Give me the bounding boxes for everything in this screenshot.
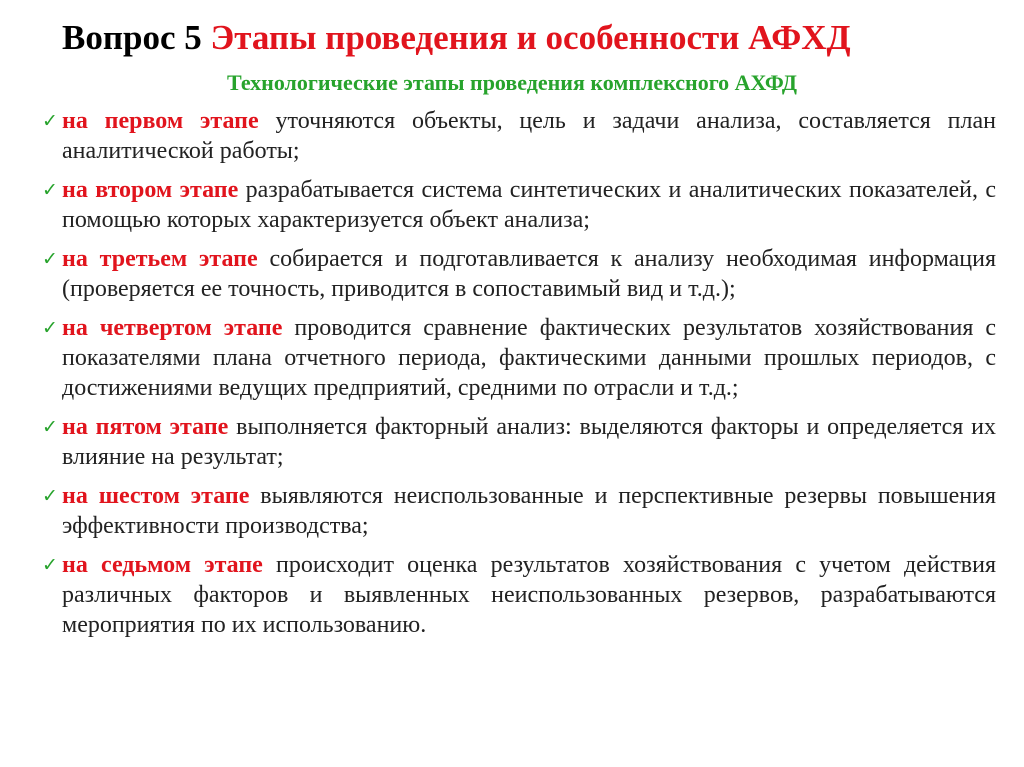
page-title bbox=[62, 18, 851, 58]
stage-label: на втором этапе bbox=[62, 177, 239, 203]
stage-item-2 bbox=[40, 175, 996, 235]
stage-label: на первом этапе bbox=[62, 108, 259, 134]
check-icon: ✓ bbox=[42, 179, 58, 201]
stage-text: выполняется факторный анализ: выделяются факторы и определяется их влияние на результат; bbox=[62, 414, 997, 470]
stages-list bbox=[40, 106, 996, 649]
stage-item-6 bbox=[40, 481, 996, 541]
title-prefix: Вопрос 5 bbox=[62, 18, 202, 57]
stage-item-7 bbox=[40, 550, 996, 640]
stage-label: на шестом этапе bbox=[62, 483, 250, 509]
stage-item-5 bbox=[40, 412, 996, 472]
check-icon: ✓ bbox=[42, 110, 58, 132]
stage-item-4 bbox=[40, 313, 996, 403]
stage-item-3 bbox=[40, 244, 996, 304]
title-main: Этапы проведения и особенности АФХД bbox=[210, 18, 851, 57]
check-icon: ✓ bbox=[42, 317, 58, 339]
stage-item-1 bbox=[40, 106, 996, 166]
stage-text: собирается и подготавливается к анализу необходимая информация (проверяется ее точность, приводится в сопоставимый вид и т.д.); bbox=[62, 246, 997, 302]
check-icon: ✓ bbox=[42, 416, 58, 438]
subtitle: Технологические этапы проведения комплексного АХФД bbox=[227, 70, 797, 95]
stage-label: на пятом этапе bbox=[62, 414, 229, 440]
stage-text: выявляются неиспользованные и перспективные резервы повышения эффективности производства; bbox=[62, 483, 997, 539]
stage-label: на седьмом этапе bbox=[62, 552, 263, 578]
check-icon: ✓ bbox=[42, 554, 58, 576]
stage-text: уточняются объекты, цель и задачи анализа, составляется план аналитической работы; bbox=[62, 108, 996, 164]
stage-text: происходит оценка результатов хозяйствования с учетом действия различных факторов и выявленных неиспользованных резервов, разрабатываются мероприятия по их использованию. bbox=[62, 552, 997, 638]
stage-text: проводится сравнение фактических результатов хозяйствования с показателями плана отчетного периода, фактическими данными прошлых периодов, с достижениями ведущих предприятий, средними по отрасли и т.д.; bbox=[62, 315, 997, 401]
check-icon: ✓ bbox=[42, 248, 58, 270]
stage-label: на четвертом этапе bbox=[62, 315, 283, 341]
stage-text: разрабатывается система синтетических и аналитических показателей, с помощью которых характеризуется объект анализа; bbox=[62, 177, 996, 233]
check-icon: ✓ bbox=[42, 485, 58, 507]
stage-label: на третьем этапе bbox=[62, 246, 258, 272]
